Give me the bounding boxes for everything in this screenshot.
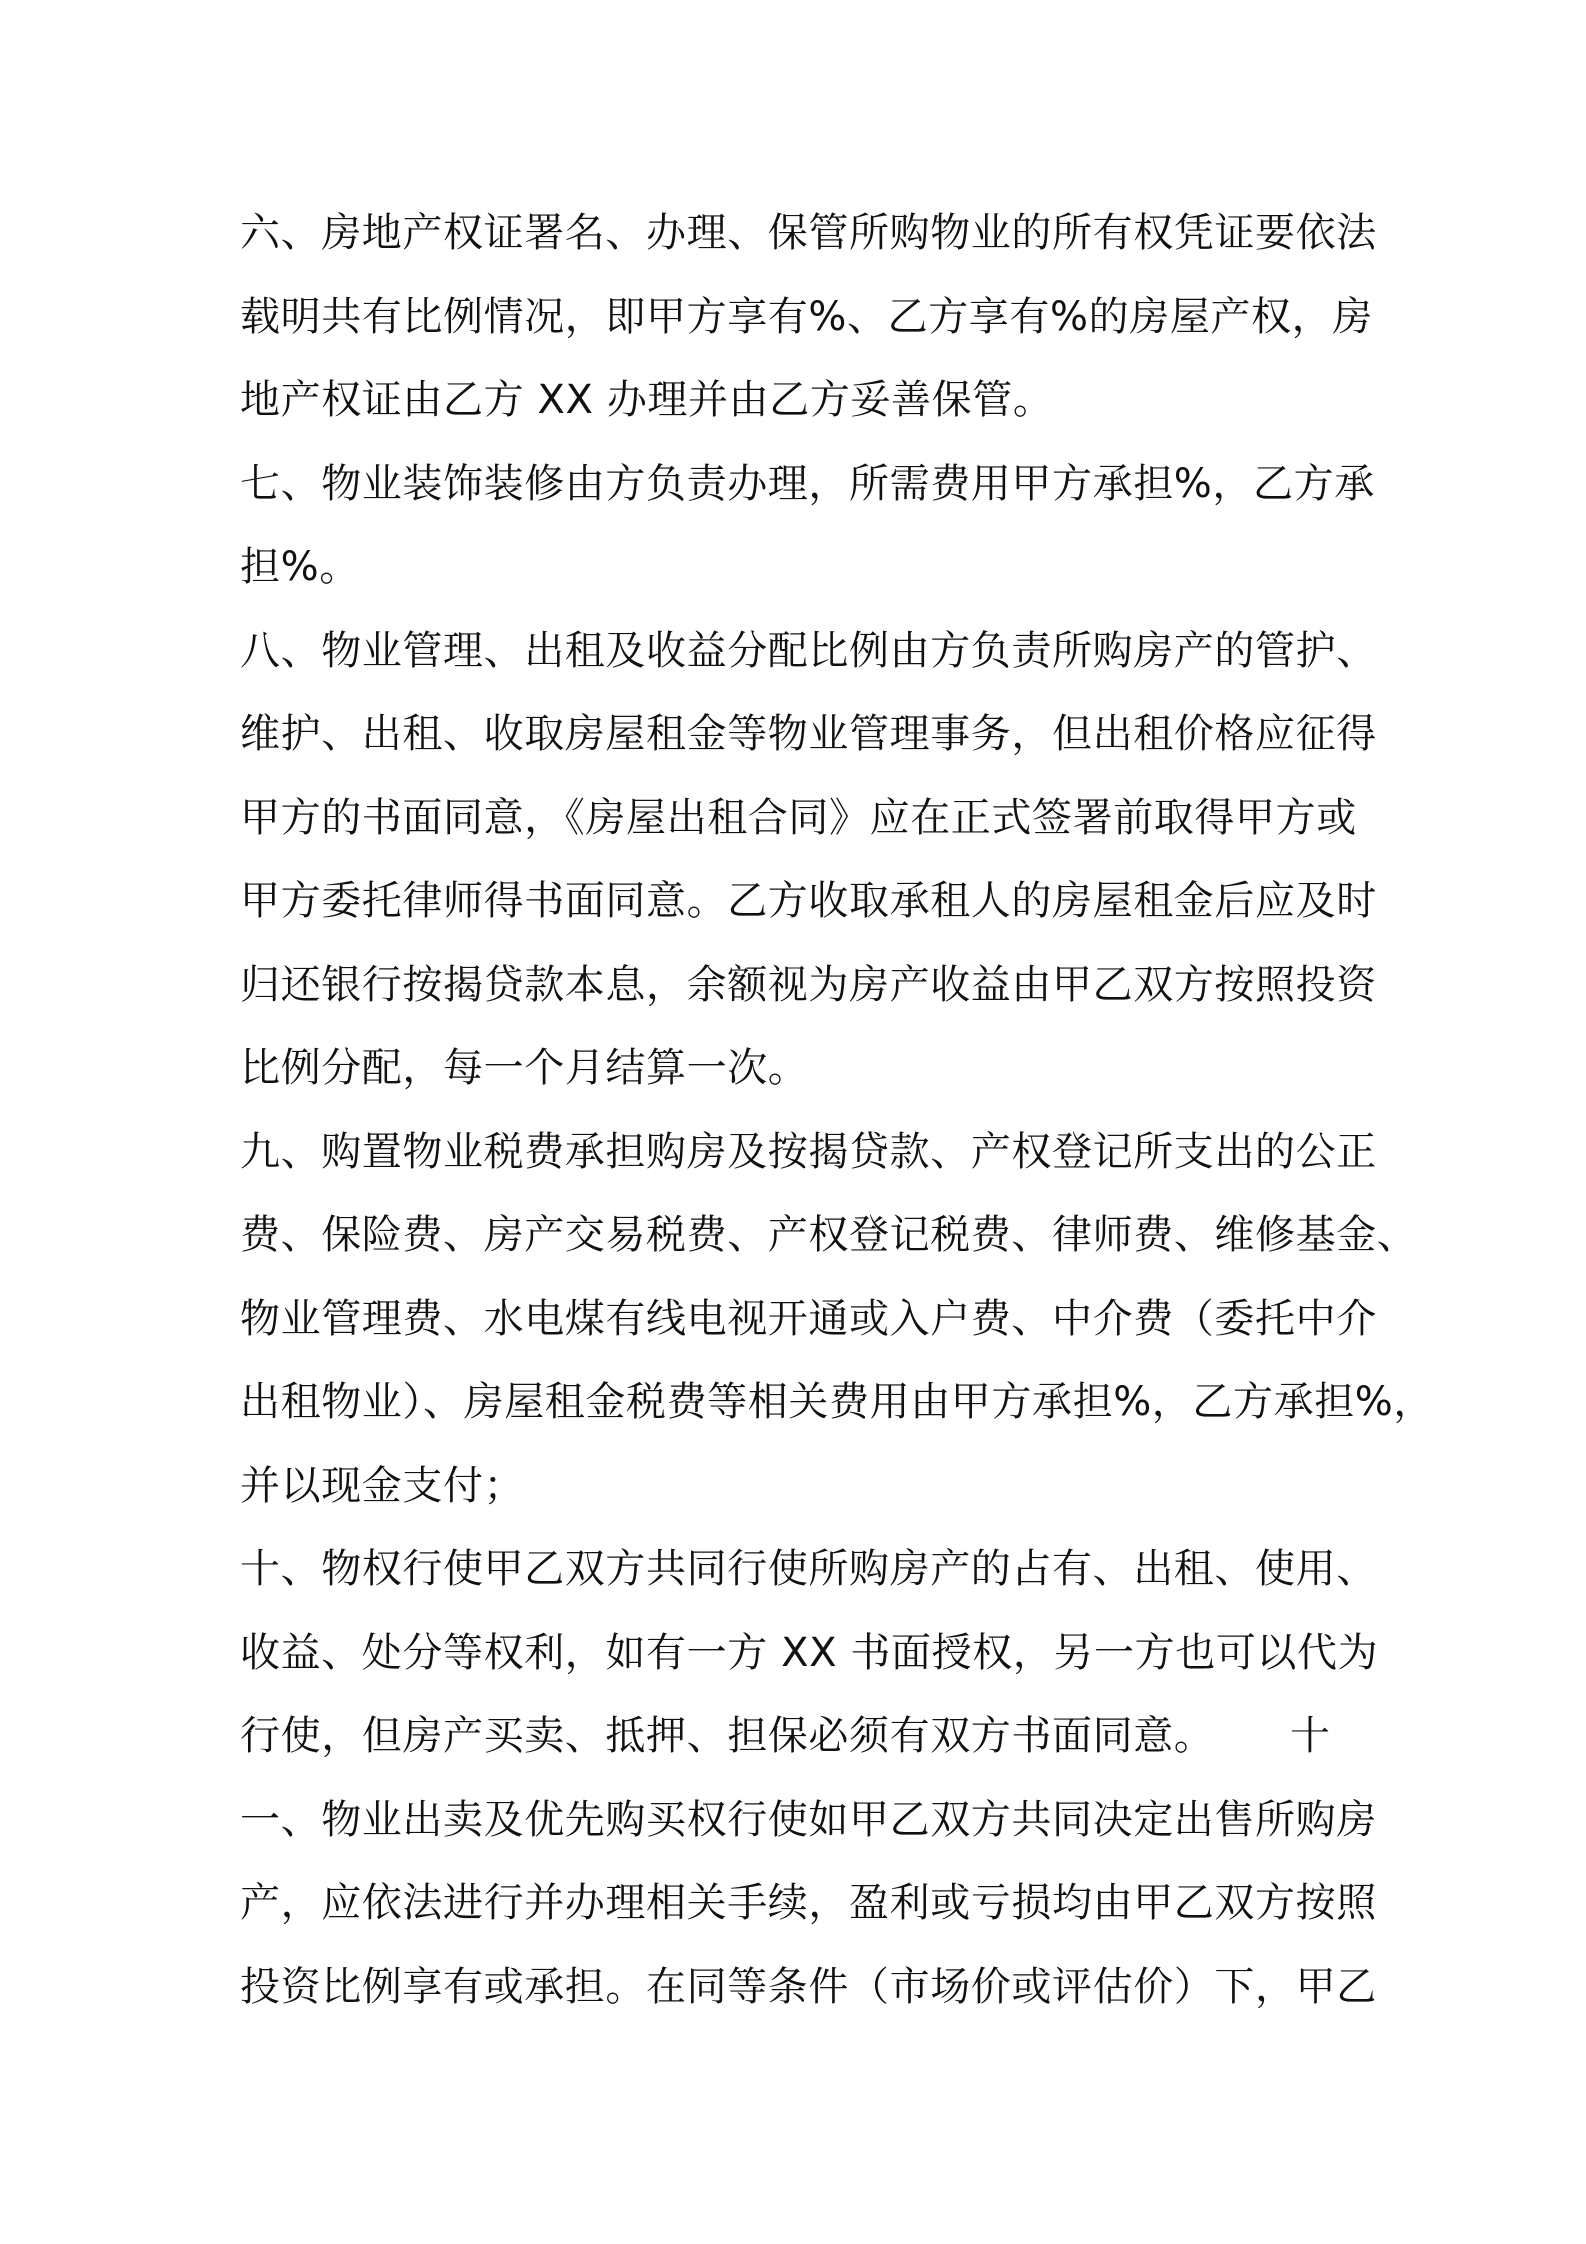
text-line-tail: 十 [1290,1713,1331,1759]
text-line: 载明共有比例情况，即甲方享有%、乙方享有%的房屋产权，房 [240,293,1373,340]
text-line: 出租物业）、房屋租金税费等相关费用由甲方承担%，乙方承担%， [240,1379,1435,1425]
text-line: 担%。 [240,544,360,590]
text-line: 维护、出租、收取房屋租金等物业管理事务，但出租价格应征得 [240,711,1377,757]
text-line: 产，应依法进行并办理相关手续，盈利或亏损均由甲乙双方按照 [240,1880,1377,1926]
text-line: 收益、处分等权利，如有一方 XX 书面授权，另一方也可以代为 [240,1629,1379,1676]
text-line: 九、购置物业税费承担购房及按揭贷款、产权登记所支出的公正 [240,1128,1377,1175]
text-line: 一、物业出卖及优先购买权行使如甲乙双方共同决定出售所购房 [240,1796,1377,1843]
text-line-main: 行使，但房产买卖、抵押、担保必须有双方书面同意。 [240,1713,1215,1759]
text-line: 十、物权行使甲乙双方共同行使所购房产的占有、出租、使用、 [240,1546,1377,1592]
text-line: 费、保险费、房产交易税费、产权登记税费、律师费、维修基金、 [240,1212,1418,1258]
text-line: 甲方的书面同意，《房屋出租合同》应在正式签署前取得甲方或 [240,794,1357,841]
contract-body [240,192,1435,2029]
text-line: 七、物业装饰装修由方负责办理，所需费用甲方承担%，乙方承 [240,460,1375,507]
text-line: 六、房地产权证署名、办理、保管所购物业的所有权凭证要依法 [240,210,1377,256]
text-line: 比例分配，每一个月结算一次。 [240,1045,809,1091]
text-line: 地产权证由乙方 XX 办理并由乙方妥善保管。 [240,377,1054,423]
text-line: 甲方委托律师得书面同意。乙方收取承租人的房屋租金后应及时 [240,878,1377,924]
text-line: 归还银行按揭贷款本息，余额视为房产收益由甲乙双方按照投资 [240,961,1377,1008]
text-line: 并以现金支付； [240,1462,525,1509]
text-line: 投资比例享有或承担。在同等条件（市场价或评估价）下，甲乙 [240,1963,1377,2010]
text-line: 物业管理费、水电煤有线电视开通或入户费、中介费（委托中介 [240,1295,1377,1342]
text-line-with-tail [240,1695,1380,1779]
text-line: 八、物业管理、出租及收益分配比例由方负责所购房产的管护、 [240,627,1377,674]
